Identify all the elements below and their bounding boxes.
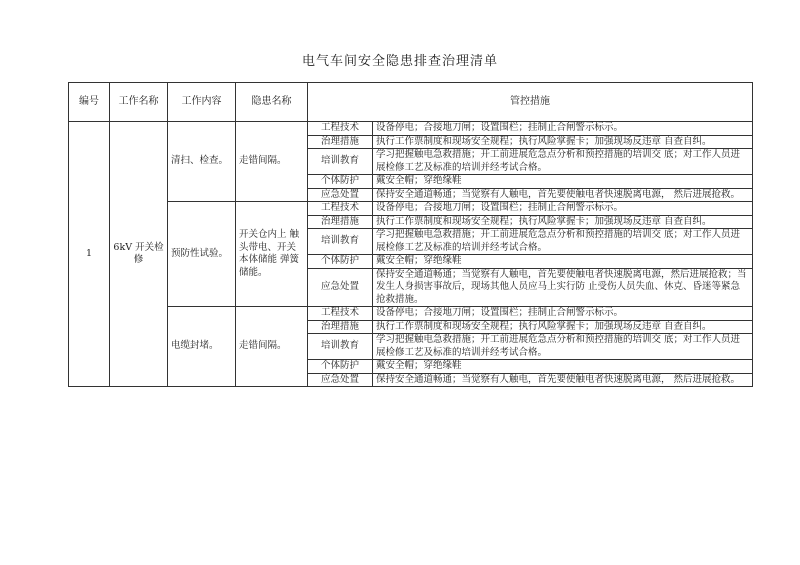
work-content: 预防性试验。 <box>168 202 236 307</box>
header-job-name: 工作名称 <box>110 83 168 122</box>
measure-text: 保持安全通道畅通；当觉察有人触电，首先要使触电者快速脱离电源， 然后进展抢救。 <box>373 373 753 387</box>
page-title: 电气车间安全隐患排查治理清单 <box>301 54 498 69</box>
header-control: 管控措施 <box>308 83 753 122</box>
hazard-name: 走错间隔。 <box>236 307 308 387</box>
measure-type: 治理措施 <box>308 135 373 149</box>
hazard-name: 走错间隔。 <box>236 122 308 202</box>
measure-type: 治理措施 <box>308 320 373 334</box>
measure-text: 保持安全通道畅通；当觉察有人触电，首先要使触电者快速脱离电源， 然后进展抢救。 <box>373 188 753 202</box>
measure-type: 个体防护 <box>308 255 373 269</box>
measure-text: 执行工作票制度和现场安全规程；执行风险掌握卡；加强现场反违章 自查自纠。 <box>373 320 753 334</box>
header-row <box>69 83 753 122</box>
measure-type: 工程技术 <box>308 122 373 136</box>
job-name: 6kV 开关检修 <box>110 122 168 387</box>
measure-text: 戴安全帽；穿绝缘鞋 <box>373 255 753 269</box>
measure-text: 学习把握触电急救措施；开工前进展危急点分析和预控措施的培训交 底；对工作人员进展检修工艺及标准的培训并经考试合格。 <box>373 334 753 360</box>
measure-type: 个体防护 <box>308 360 373 374</box>
table-row <box>69 122 753 136</box>
measure-type: 治理措施 <box>308 215 373 229</box>
work-content: 清扫、检查。 <box>168 122 236 202</box>
measure-type: 工程技术 <box>308 307 373 321</box>
table-row <box>69 202 753 216</box>
work-content: 电缆封堵。 <box>168 307 236 387</box>
measure-text: 设备停电；合接地刀闸；设置围栏；挂制止合闸警示标示。 <box>373 202 753 216</box>
measure-text: 执行工作票制度和现场安全规程；执行风险掌握卡；加强现场反违章 自查自纠。 <box>373 135 753 149</box>
measure-type: 应急处置 <box>308 268 373 307</box>
measure-type: 工程技术 <box>308 202 373 216</box>
hazard-name: 开关仓内上 触头带电、开关本体储能 弹簧储能。 <box>236 202 308 307</box>
measure-type: 应急处置 <box>308 373 373 387</box>
measure-type: 培训教育 <box>308 229 373 255</box>
header-content: 工作内容 <box>168 83 236 122</box>
measure-text: 设备停电；合接地刀闸；设置围栏；挂制止合闸警示标示。 <box>373 122 753 136</box>
header-no: 编号 <box>69 83 110 122</box>
hazard-table <box>68 82 753 387</box>
measure-type: 个体防护 <box>308 175 373 189</box>
row-number: 1 <box>69 122 110 387</box>
measure-text: 戴安全帽；穿绝缘鞋 <box>373 360 753 374</box>
measure-text: 戴安全帽；穿绝缘鞋 <box>373 175 753 189</box>
table-row <box>69 307 753 321</box>
header-hazard: 隐患名称 <box>236 83 308 122</box>
measure-text: 学习把握触电急救措施；开工前进展危急点分析和预控措施的培训交 底；对工作人员进展检修工艺及标准的培训并经考试合格。 <box>373 149 753 175</box>
measure-text: 学习把握触电急救措施；开工前进展危急点分析和预控措施的培训交 底；对工作人员进展检修工艺及标准的培训并经考试合格。 <box>373 229 753 255</box>
measure-text: 设备停电；合接地刀闸；设置围栏；挂制止合闸警示标示。 <box>373 307 753 321</box>
measure-text: 保持安全通道畅通；当觉察有人触电，首先要使触电者快速脱离电源，然后进展抢救；当发生人身损害事故后，现场其他人员应马上实行防 止受伤人员失血、休克、昏迷等紧急抢救措施。 <box>373 268 753 307</box>
measure-text: 执行工作票制度和现场安全规程；执行风险掌握卡；加强现场反违章 自查自纠。 <box>373 215 753 229</box>
measure-type: 应急处置 <box>308 188 373 202</box>
measure-type: 培训教育 <box>308 334 373 360</box>
measure-type: 培训教育 <box>308 149 373 175</box>
